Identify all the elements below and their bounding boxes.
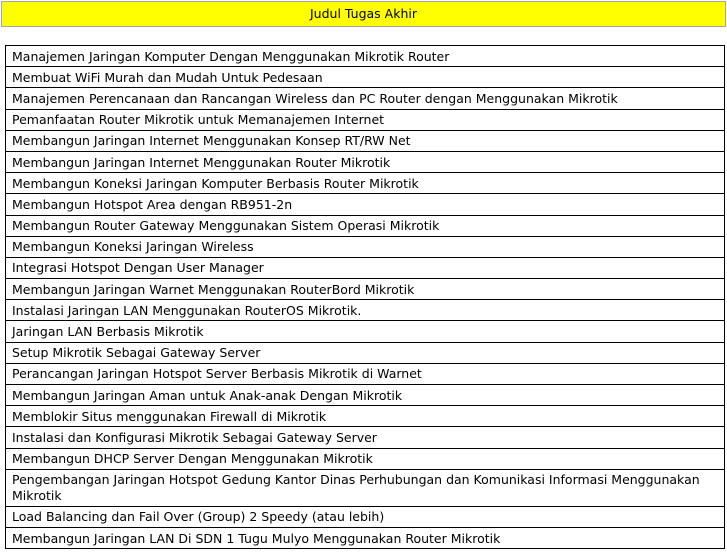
list-item: Setup Mikrotik Sebagai Gateway Server [6, 343, 724, 364]
title-list [5, 45, 725, 549]
list-item: Membangun Koneksi Jaringan Komputer Berbasis Router Mikrotik [6, 173, 724, 194]
list-item: Instalasi dan Konfigurasi Mikrotik Sebagai Gateway Server [6, 427, 724, 448]
list-item: Pemanfaatan Router Mikrotik untuk Memanajemen Internet [6, 110, 724, 131]
list-item: Manajemen Perencanaan dan Rancangan Wireless dan PC Router dengan Menggunakan Mikrotik [6, 88, 724, 109]
list-item: Membangun Koneksi Jaringan Wireless [6, 237, 724, 258]
list-item: Membangun Router Gateway Menggunakan Sistem Operasi Mikrotik [6, 216, 724, 237]
list-item: Memblokir Situs menggunakan Firewall di Mikrotik [6, 406, 724, 427]
list-item: Membangun Jaringan Internet Menggunakan Konsep RT/RW Net [6, 131, 724, 152]
header-title: Judul Tugas Akhir [310, 5, 417, 21]
list-item: Membangun DHCP Server Dengan Menggunakan Mikrotik [6, 449, 724, 470]
list-item: Manajemen Jaringan Komputer Dengan Menggunakan Mikrotik Router [6, 46, 724, 67]
list-item: Membangun Jaringan Warnet Menggunakan RouterBord Mikrotik [6, 279, 724, 300]
list-item: Perancangan Jaringan Hotspot Server Berbasis Mikrotik di Warnet [6, 364, 724, 385]
list-item: Membuat WiFi Murah dan Mudah Untuk Pedesaan [6, 67, 724, 88]
list-item: Jaringan LAN Berbasis Mikrotik [6, 321, 724, 342]
list-item: Membangun Hotspot Area dengan RB951-2n [6, 194, 724, 215]
list-item: Membangun Jaringan Internet Menggunakan Router Mikrotik [6, 152, 724, 173]
table-header [1, 1, 726, 27]
list-item: Integrasi Hotspot Dengan User Manager [6, 258, 724, 279]
list-item: Instalasi Jaringan LAN Menggunakan RouterOS Mikrotik. [6, 300, 724, 321]
list-item: Pengembangan Jaringan Hotspot Gedung Kantor Dinas Perhubungan dan Komunikasi Informasi Menggunakan Mikrotik [6, 470, 724, 507]
list-item: Membangun Jaringan LAN Di SDN 1 Tugu Mulyo Menggunakan Router Mikrotik [6, 528, 724, 549]
list-item: Membangun Jaringan Aman untuk Anak-anak Dengan Mikrotik [6, 385, 724, 406]
list-item: Load Balancing dan Fail Over (Group) 2 Speedy (atau lebih) [6, 507, 724, 528]
